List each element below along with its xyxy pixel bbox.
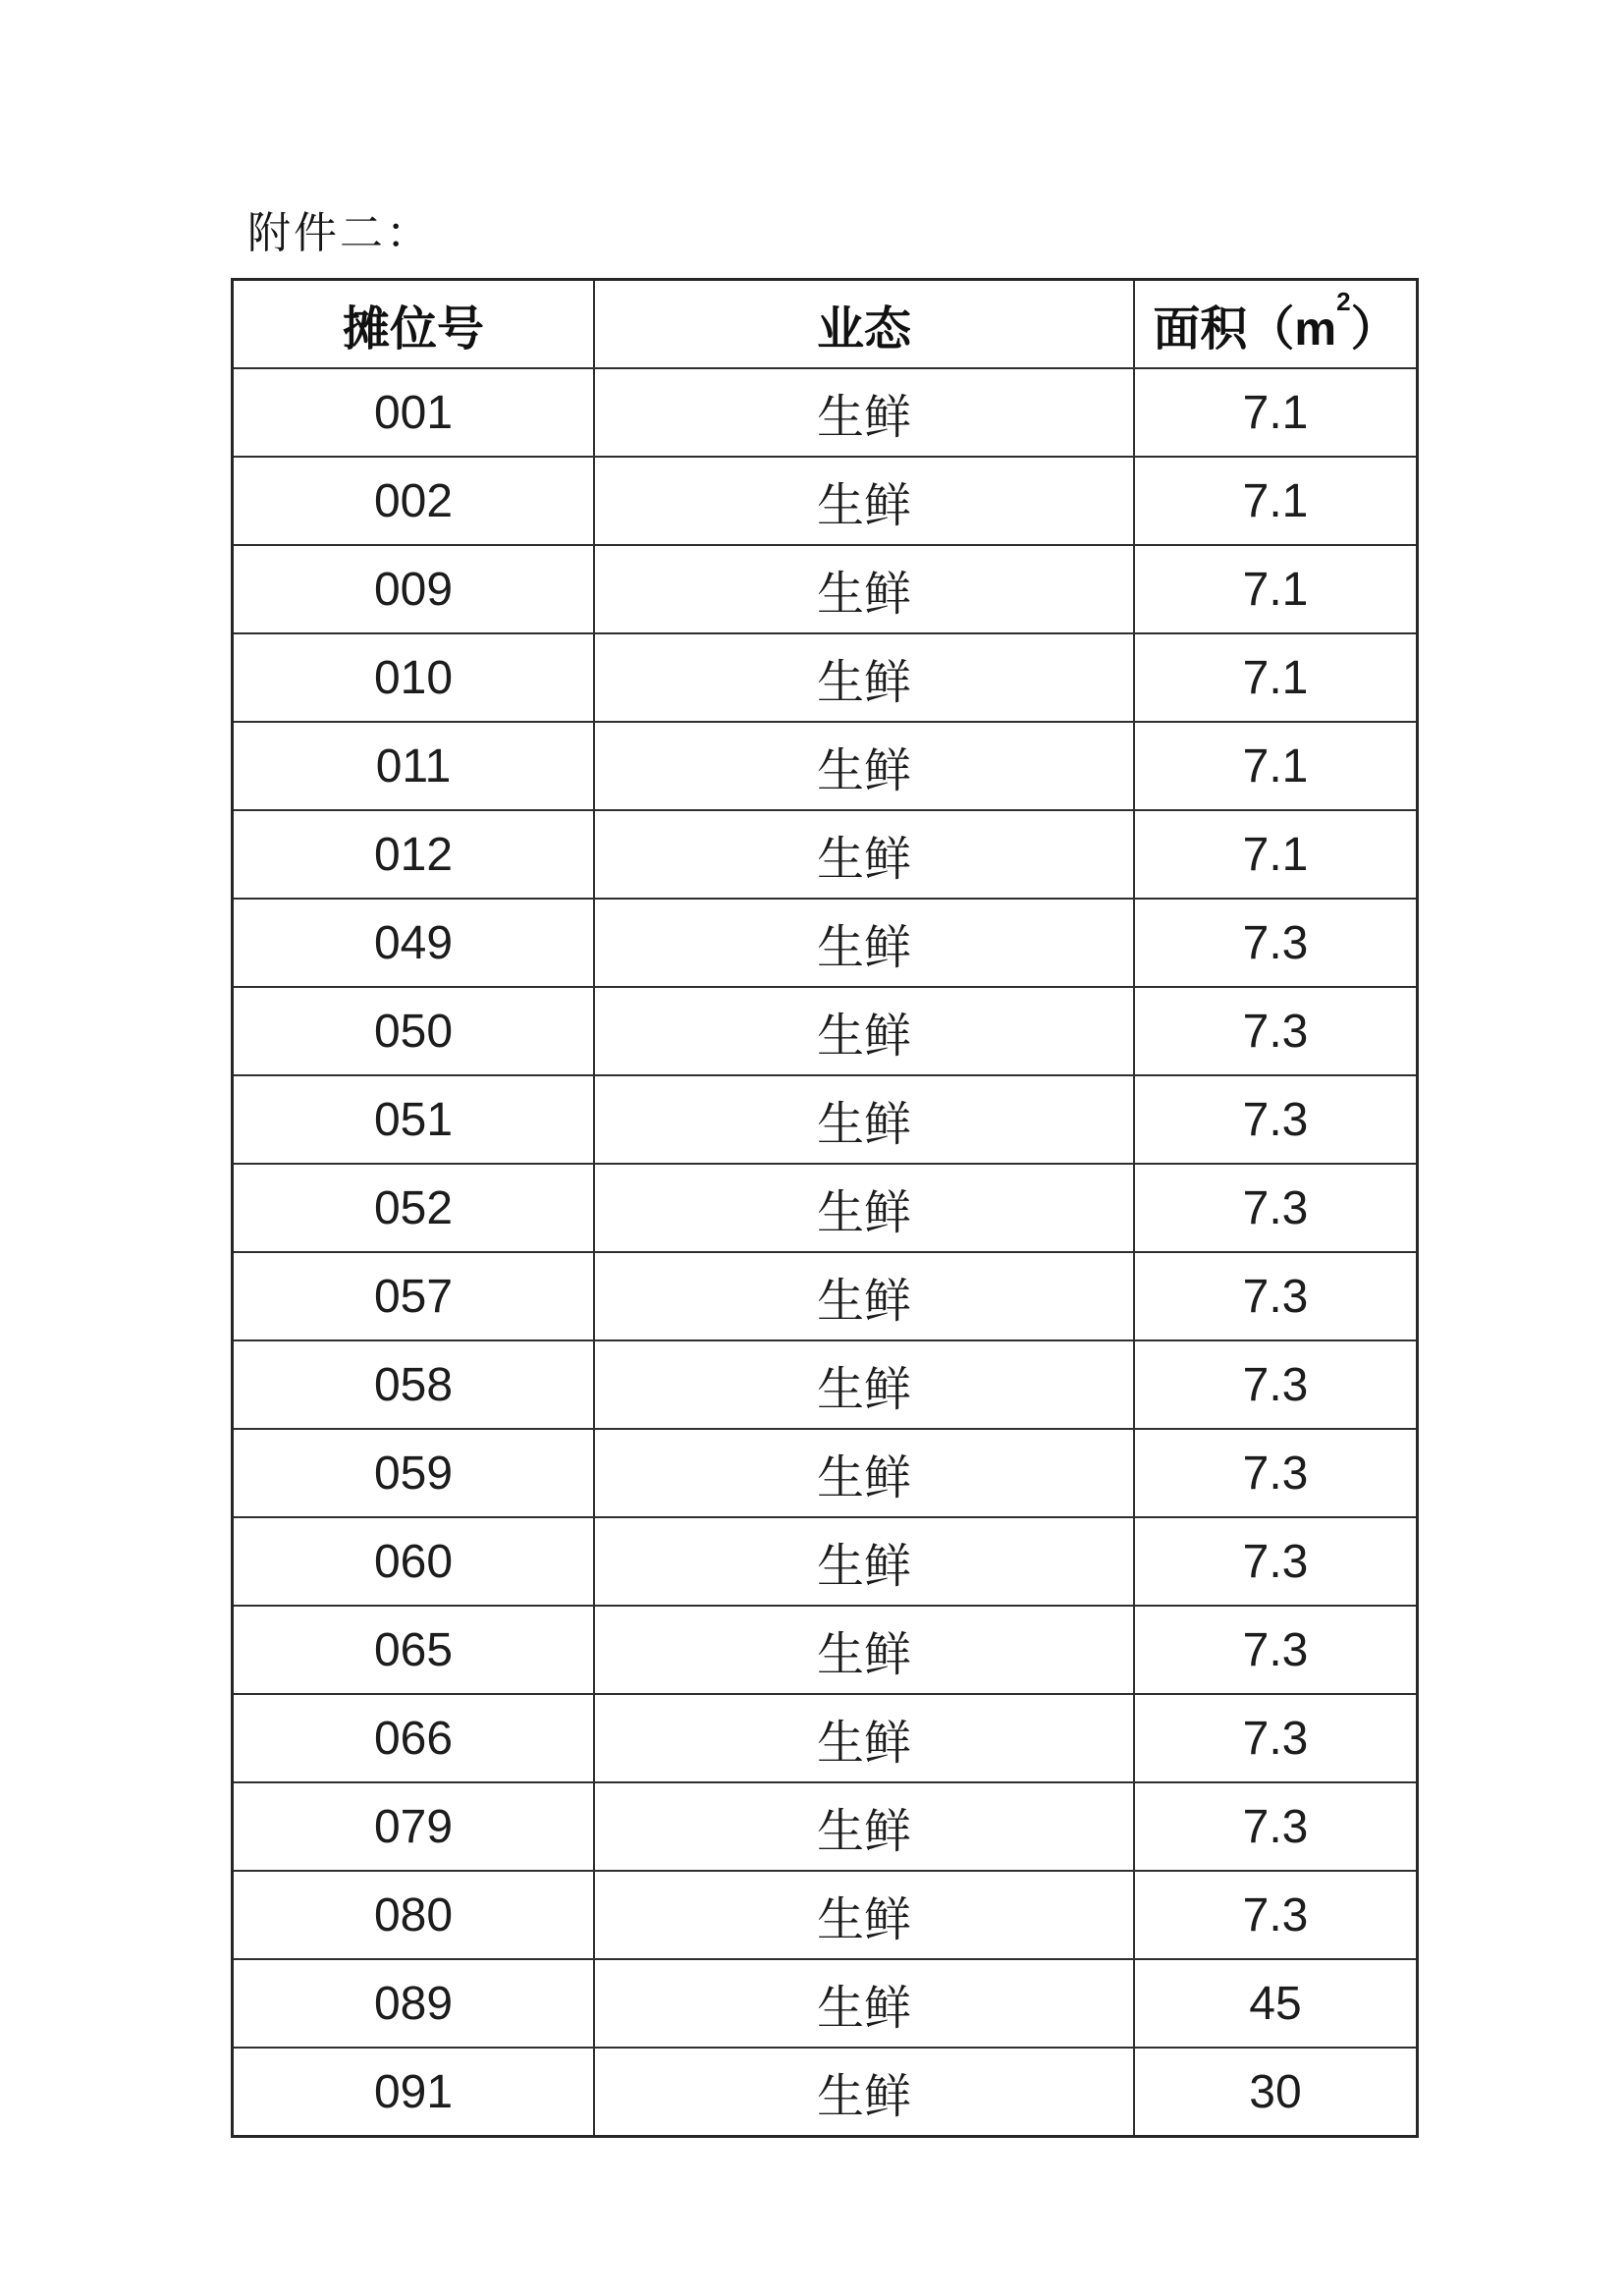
business-type-cell: 生鲜 xyxy=(594,810,1134,899)
stall-number-cell: 058 xyxy=(233,1340,595,1429)
stall-number-cell: 002 xyxy=(233,457,595,545)
business-type-cell: 生鲜 xyxy=(594,899,1134,987)
area-cell: 7.3 xyxy=(1134,1340,1418,1429)
stall-number-cell: 060 xyxy=(233,1517,595,1606)
area-cell: 45 xyxy=(1134,1959,1418,2048)
stall-number-cell: 079 xyxy=(233,1782,595,1871)
business-type-cell: 生鲜 xyxy=(594,1871,1134,1959)
table-row xyxy=(233,987,1418,1075)
table-row xyxy=(233,1252,1418,1340)
area-cell: 7.3 xyxy=(1134,899,1418,987)
table-header xyxy=(233,280,1418,369)
stall-number-cell: 066 xyxy=(233,1694,595,1782)
stall-number-cell: 052 xyxy=(233,1164,595,1252)
area-cell: 7.3 xyxy=(1134,1075,1418,1164)
stall-number-cell: 012 xyxy=(233,810,595,899)
stall-number-cell: 065 xyxy=(233,1606,595,1694)
stall-number-cell: 051 xyxy=(233,1075,595,1164)
table-row xyxy=(233,368,1418,457)
table-row xyxy=(233,1075,1418,1164)
stall-number-cell: 010 xyxy=(233,633,595,722)
business-type-cell: 生鲜 xyxy=(594,2048,1134,2137)
business-type-cell: 生鲜 xyxy=(594,1075,1134,1164)
header-area-unit: m xyxy=(1294,302,1337,355)
stall-number-cell: 089 xyxy=(233,1959,595,2048)
business-type-cell: 生鲜 xyxy=(594,545,1134,633)
business-type-cell: 生鲜 xyxy=(594,722,1134,810)
area-cell: 30 xyxy=(1134,2048,1418,2137)
attachment-title: 附件二： xyxy=(247,208,432,258)
area-cell: 7.3 xyxy=(1134,1517,1418,1606)
business-type-cell: 生鲜 xyxy=(594,1164,1134,1252)
business-type-cell: 生鲜 xyxy=(594,1340,1134,1429)
stall-number-cell: 059 xyxy=(233,1429,595,1517)
header-area xyxy=(1134,280,1418,369)
business-type-cell: 生鲜 xyxy=(594,1429,1134,1517)
table-row xyxy=(233,1606,1418,1694)
table-row xyxy=(233,1782,1418,1871)
business-type-cell: 生鲜 xyxy=(594,1782,1134,1871)
business-type-cell: 生鲜 xyxy=(594,1252,1134,1340)
area-cell: 7.1 xyxy=(1134,457,1418,545)
business-type-cell: 生鲜 xyxy=(594,457,1134,545)
area-cell: 7.1 xyxy=(1134,545,1418,633)
area-cell: 7.3 xyxy=(1134,1164,1418,1252)
table-row xyxy=(233,545,1418,633)
business-type-cell: 生鲜 xyxy=(594,1606,1134,1694)
business-type-cell: 生鲜 xyxy=(594,368,1134,457)
area-cell: 7.3 xyxy=(1134,1871,1418,1959)
area-cell: 7.3 xyxy=(1134,1429,1418,1517)
stall-table xyxy=(231,278,1419,2138)
area-cell: 7.3 xyxy=(1134,1606,1418,1694)
table-row xyxy=(233,810,1418,899)
table-row xyxy=(233,457,1418,545)
business-type-cell: 生鲜 xyxy=(594,1517,1134,1606)
table-row xyxy=(233,1871,1418,1959)
area-cell: 7.3 xyxy=(1134,1782,1418,1871)
table-row xyxy=(233,1164,1418,1252)
table-row xyxy=(233,1517,1418,1606)
area-cell: 7.1 xyxy=(1134,368,1418,457)
header-area-label: 面积（ xyxy=(1153,302,1295,355)
area-cell: 7.1 xyxy=(1134,810,1418,899)
table-header-row xyxy=(233,280,1418,369)
table-body xyxy=(233,368,1418,2137)
stall-number-cell: 091 xyxy=(233,2048,595,2137)
stall-number-cell: 001 xyxy=(233,368,595,457)
table-row xyxy=(233,633,1418,722)
business-type-cell: 生鲜 xyxy=(594,1694,1134,1782)
header-stall-number: 摊位号 xyxy=(233,280,595,369)
header-area-superscript: 2 xyxy=(1336,286,1351,316)
header-area-close-paren: ） xyxy=(1350,302,1398,355)
stall-number-cell: 011 xyxy=(233,722,595,810)
business-type-cell: 生鲜 xyxy=(594,1959,1134,2048)
table-row xyxy=(233,1340,1418,1429)
area-cell: 7.3 xyxy=(1134,1252,1418,1340)
table-row xyxy=(233,1694,1418,1782)
stall-number-cell: 080 xyxy=(233,1871,595,1959)
area-cell: 7.3 xyxy=(1134,987,1418,1075)
stall-number-cell: 057 xyxy=(233,1252,595,1340)
stall-number-cell: 050 xyxy=(233,987,595,1075)
area-cell: 7.3 xyxy=(1134,1694,1418,1782)
stall-number-cell: 009 xyxy=(233,545,595,633)
table-row xyxy=(233,899,1418,987)
business-type-cell: 生鲜 xyxy=(594,633,1134,722)
stall-number-cell: 049 xyxy=(233,899,595,987)
area-cell: 7.1 xyxy=(1134,633,1418,722)
table-row xyxy=(233,722,1418,810)
table-row xyxy=(233,1429,1418,1517)
table-row xyxy=(233,1959,1418,2048)
table-row xyxy=(233,2048,1418,2137)
area-cell: 7.1 xyxy=(1134,722,1418,810)
header-business-type: 业态 xyxy=(594,280,1134,369)
business-type-cell: 生鲜 xyxy=(594,987,1134,1075)
